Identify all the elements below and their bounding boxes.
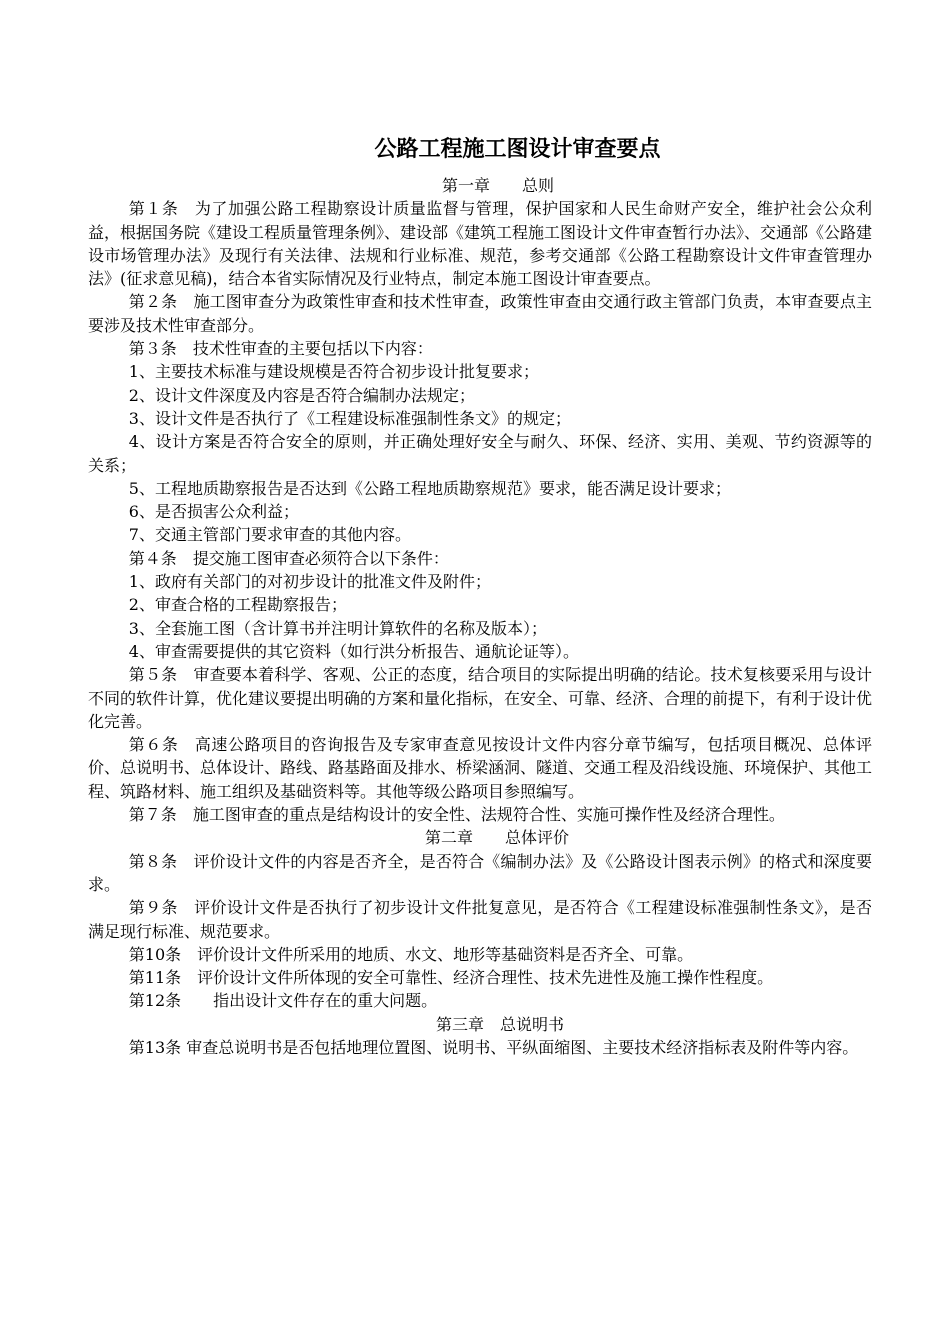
- article-text: 审查总说明书是否包括地理位置图、说明书、平纵面缩图、主要技术经济指标表及附件等内容。: [186, 1037, 859, 1057]
- article-12: [88, 989, 872, 1012]
- article-3: [88, 337, 872, 360]
- article-text: 高速公路项目的咨询报告及专家审查意见按设计文件内容分章节编写，包括项目概况、总体评价、总说明书、总体设计、路线、路基路面及排水、桥梁涵洞、隧道、交通工程及沿线设施、环境保护、其他工程、筑路材料、施工组织及基础资料等。其他等级公路项目参照编写。: [88, 735, 873, 801]
- article-5: [88, 663, 872, 733]
- list-item: 3、设计文件是否执行了《工程建设标准强制性条文》的规定；: [128, 408, 571, 428]
- article-text: 施工图审查的重点是结构设计的安全性、法规符合性、实施可操作性及经济合理性。: [192, 805, 785, 825]
- list-item: 4、设计方案是否符合安全的原则，并正确处理好安全与耐久、环保、经济、实用、美观、节约资源等的关系；: [88, 432, 872, 475]
- article-10: [88, 943, 872, 966]
- article-6: [88, 733, 872, 803]
- list-item: 4、审查需要提供的其它资料（如行洪分析报告、通航论证等）。: [128, 641, 579, 661]
- article-9: [88, 896, 872, 943]
- article-number: 第９条: [128, 898, 195, 918]
- list-item: 6、是否损害公众利益；: [128, 502, 299, 522]
- document-title: 公路工程施工图设计审查要点: [374, 137, 661, 162]
- article-number: 第12条: [128, 991, 214, 1011]
- article-text: 评价设计文件的内容是否齐全，是否符合《编制办法》及《公路设计图表示例》的格式和深度要求。: [88, 851, 872, 894]
- article-1: [88, 197, 872, 290]
- article-number: 第７条: [128, 805, 193, 825]
- article-number: 第13条: [128, 1037, 187, 1057]
- article-text: 技术性审查的主要包括以下内容：: [192, 339, 433, 359]
- article-11: [88, 966, 872, 989]
- list-item: 5、工程地质勘察报告是否达到《公路工程地质勘察规范》要求，能否满足设计要求；: [128, 478, 731, 498]
- list-item: 1、政府有关部门的对初步设计的批准文件及附件；: [128, 572, 491, 592]
- article-number: 第10条: [128, 944, 198, 964]
- article-text: 评价设计文件所采用的地质、水文、地形等基础资料是否齐全、可靠。: [197, 944, 694, 964]
- chapter-heading-3: 第三章 总说明书: [435, 1014, 564, 1034]
- article-text: 施工图审查分为政策性审查和技术性审查，政策性审查由交通行政主管部门负责，本审查要点主要涉及技术性审查部分。: [88, 292, 872, 335]
- list-item: 2、设计文件深度及内容是否符合编制办法规定；: [128, 385, 475, 405]
- chapter-heading-2: 第二章 总体评价: [424, 828, 569, 848]
- list-item: 2、审查合格的工程勘察报告；: [128, 595, 347, 615]
- article-4: [88, 547, 872, 570]
- article-text: 提交施工图审查必须符合以下条件：: [192, 548, 449, 568]
- article-number: 第３条: [128, 339, 193, 359]
- list-item: 3、全套施工图（含计算书并注明计算软件的名称及版本）；: [128, 618, 547, 638]
- article-number: 第１条: [128, 199, 195, 219]
- article-2: [88, 290, 872, 337]
- list-item: 1、主要技术标准与建设规模是否符合初步设计批复要求；: [128, 362, 539, 382]
- document-page: [88, 130, 872, 1059]
- article-13: [88, 1036, 872, 1059]
- article-text: 为了加强公路工程勘察设计质量监督与管理，保护国家和人民生命财产安全，维护社会公众利益，根据国务院《建设工程质量管理条例》、建设部《建筑工程施工图设计文件审查暂行办法》、交通部《公路建设市场管理办法》及现行有关法律、法规和行业标准、规范，参考交通部《公路工程勘察设计文件审查管理办法》(征求意见稿)，结合本省实际情况及行业特点，制定本施工图设计审查要点。: [88, 199, 873, 289]
- article-number: 第２条: [128, 292, 194, 312]
- article-number: 第５条: [128, 665, 194, 685]
- article-number: 第11条: [128, 968, 198, 988]
- article-number: 第８条: [128, 851, 194, 871]
- article-7: [88, 803, 872, 826]
- article-text: 评价设计文件所体现的安全可靠性、经济合理性、技术先进性及施工操作性程度。: [197, 968, 774, 988]
- article-8: [88, 850, 872, 897]
- article-number: 第６条: [128, 735, 195, 755]
- article-text: 指出设计文件存在的重大问题。: [213, 991, 438, 1011]
- chapter-heading-1: 第一章 总则: [441, 176, 554, 195]
- article-text: 审查要本着科学、客观、公正的态度，结合项目的实际提出明确的结论。技术复核要采用与设计不同的软件计算，优化建议要提出明确的方案和量化指标，在安全、可靠、经济、合理的前提下，有利于设计优化完善。: [88, 665, 873, 731]
- article-number: 第４条: [128, 548, 193, 568]
- list-item: 7、交通主管部门要求审查的其他内容。: [128, 525, 411, 545]
- article-text: 评价设计文件是否执行了初步设计文件批复意见，是否符合《工程建设标准强制性条文》，是否满足现行标准、规范要求。: [88, 898, 872, 941]
